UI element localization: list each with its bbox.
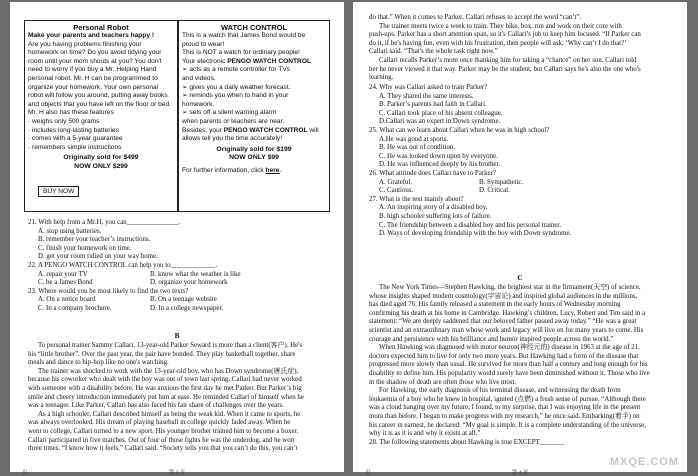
ad2-price-now: NOW ONLY $99 — [229, 154, 279, 162]
ad2-here-link[interactable]: here — [265, 166, 280, 174]
ad2-feature-item: homework. — [182, 100, 215, 108]
passage-b-continued — [369, 14, 681, 83]
ad2-feature-item: and videos. — [182, 74, 216, 82]
option-row — [369, 204, 681, 213]
ad1-line: homework on time? Do you avoid tidying your — [28, 49, 162, 57]
ad1-line: · includes long-lasting batteries — [28, 126, 119, 134]
option-text: D. He was influenced deeply by his brother. — [379, 161, 501, 169]
option-row — [369, 153, 681, 162]
option-row — [369, 179, 681, 188]
passage-line: was a teenager. Like Parker, Callari has also faced his fair share of challenges over the years. — [28, 402, 284, 410]
passage-line: Callari said. “That's the whole task right now.” — [369, 48, 498, 56]
ad2-brand-2: PENGO WATCH CONTROL — [223, 126, 308, 134]
option-text: D. get your room tidied on your way home. — [38, 253, 158, 261]
question-stem: 27. What is the text mainly about? — [369, 195, 464, 203]
right-questions — [369, 84, 681, 239]
ad2-intro-line: This is NOT a watch for ordinary people! — [182, 49, 300, 57]
footer-left-pagenum: 第 3 页 — [168, 470, 186, 476]
option-text: A. On a notice board — [38, 296, 96, 304]
passage-line: three times. “I know how it feels,” Callari said. “Society tells you that you can’t do this, you can’t — [28, 445, 298, 453]
ad2-feature-item: ➢ reminds you when to hand in your — [182, 92, 289, 100]
passage-line: went to college, Callari turned to a new sport. His younger brother trained him to become a boxer. — [28, 427, 299, 435]
passage-line: To personal trainer Sammy Callari, 13-year-old Parker Seward is more than a client(客户). He's — [38, 342, 303, 349]
ad2-besides-line — [182, 127, 326, 144]
option-text: C. be a James Bond — [38, 279, 93, 287]
passage-line: The trainer meets twice a week to train. They bike, box, run and work on their core with — [379, 22, 622, 30]
question-stem: 26. What attitude does Callari have to Parker? — [369, 169, 496, 177]
option-text: C. He was looked down upon by everyone. — [379, 152, 498, 160]
option-text: D. organize your homework — [150, 279, 228, 287]
ad2-price-original: Originally sold for $199 — [216, 145, 292, 153]
option-row — [28, 305, 338, 314]
passage-line: As a high schooler, Callari described himself as being the weak kid. When it came to sports, he — [38, 410, 301, 418]
ad1-title: Personal Robot — [73, 23, 129, 32]
section-b-heading: B — [174, 332, 180, 340]
passage-line: statement: “We are deeply saddened that our beloved father passed away today.” “He was a great — [369, 318, 637, 326]
passage-line: Callari recalls Parker’s mom once thanking him for taking a “chance” on her son. Callari told — [379, 56, 637, 64]
option-row — [369, 118, 681, 127]
option-text: B. On a teenage website — [150, 296, 217, 304]
option-row — [369, 230, 681, 239]
passage-line: For Hawking, the early diagnosis of his terminal disease, and witnessing the death from — [379, 387, 621, 395]
passage-line: learning. — [369, 74, 394, 82]
ad2-feature-item: ➢ sets off a silent warning alarm — [182, 109, 277, 117]
footer-left-mark: 页 — [22, 470, 28, 476]
passage-line: progressed more slowly than usual. He survived for more than half a century and long enough for his — [369, 361, 648, 369]
question-stem: 24. Why was Callari asked to train Parker? — [369, 84, 488, 91]
passage-line: in the shadow of death are often those who live most. — [369, 378, 517, 386]
option-row — [28, 296, 338, 305]
option-row — [369, 93, 681, 102]
option-row — [28, 228, 338, 237]
ad1-price-original: Originally sold for $499 — [63, 154, 139, 162]
option-text: A.He was good at sports. — [379, 135, 449, 143]
passage-line: with someone with a disability before. He was anxious the first day he met Parker. But Parker’s big — [28, 384, 302, 392]
ad-personal-robot — [24, 20, 178, 212]
ad2-brand-prefix: Your electronic — [182, 57, 228, 65]
passage-line: meals and dance to hip-hop like no one's watching. — [28, 359, 169, 367]
passage-line: more than before. I began to make progress with my research,” he once said. Embarking(着手) on — [369, 412, 640, 420]
option-row — [369, 161, 681, 170]
passage-line: why it is as it is and why it exists at all.” — [369, 430, 481, 438]
passage-line: disability to define him. His popularity would surely have been diminished without it. Those who live — [369, 369, 650, 377]
option-text: A. Grateful. — [379, 178, 413, 186]
page-right — [353, 2, 687, 476]
option-text: D.Callari was an expert in Down syndrome. — [379, 118, 501, 126]
passage-line: has died aged 76. His family released a statement in the early hours of Wednesday morning — [369, 301, 621, 309]
passage-line: courage and persistence with his brilliance and humor inspired people across the world.” — [369, 335, 614, 343]
passage-line: smile and cheery introduction immediately put him at ease. He reminded Callari of himself when he — [28, 393, 304, 401]
ad2-more-suffix: . — [279, 166, 282, 174]
option-text: D. Ways of developing friendship with the boy with Down syndrome. — [379, 230, 572, 238]
option-text: C. finish your homework on time. — [38, 244, 132, 252]
ad1-headline: Make your parents and teachers happy ! — [28, 32, 155, 39]
passage-line: do that.” When it comes to Parker, Callari refuses to accept the word “can’t”. — [369, 14, 582, 21]
ad1-line: need to worry if you buy a Mr. Helping Hand — [28, 66, 157, 74]
ad1-line: room until your mom shouts at you? You don't — [28, 57, 162, 65]
passage-line: doctors expected him to live for only two more years. But Hawking had a form of the disease that — [369, 352, 639, 360]
option-row — [369, 213, 681, 222]
option-text: C. The friendship between a disabled boy and his personal trainer. — [379, 221, 562, 229]
question-28: 28. The following statements about Hawking is true EXCEPT_______ — [369, 439, 564, 446]
option-text: C. Callari took place of his absent colleague. — [379, 109, 503, 117]
option-row — [369, 136, 681, 145]
option-text: C. Cautious. — [379, 187, 414, 195]
ad2-more-line — [182, 167, 326, 176]
ad2-besides-suffix: will allows tell you the time accurately! — [182, 126, 319, 143]
ad1-line: personal robot. Mr. H can be programmed to — [28, 74, 158, 82]
passage-line: push-ups. Parker has a short attention span, so it's Callari’s job to keep him focused. “If Parker can — [369, 31, 641, 39]
passage-line: was a cloud hanging over my future, I found, to my surprise, that I was enjoying life in the present — [369, 404, 641, 412]
option-text: B. high schooler suffering lots of failure. — [379, 212, 492, 220]
ad2-features — [182, 66, 326, 126]
ad2-feature-item: when parents or teachers are near. — [182, 117, 285, 125]
passage-line: scientist and an extraordinary man whose work and legacy will live on for many years to come. His — [369, 326, 644, 334]
option-row — [28, 236, 338, 245]
footer-right-mark: 页 — [365, 470, 371, 476]
ad2-more-prefix: For further information, click — [182, 166, 266, 174]
option-text: D. In a college newspaper. — [150, 304, 224, 312]
option-text: B. Parker’s parents had faith in Callari. — [379, 101, 487, 109]
passage-line: confirming his death at his home in Cambridge. Hawking’s children, Lucy, Robert and Tim said in a — [369, 309, 646, 317]
passage-line: The New York Times—Stephen Hawking, the brightest star in the firmament(天空) of science, — [379, 284, 641, 291]
option-row — [369, 187, 681, 196]
question-stem: 22. A PENGO WATCH CONTROL can help you to_____________. — [28, 261, 218, 269]
option-row — [28, 279, 338, 288]
option-text: A. stop using batteries. — [38, 227, 102, 235]
ad2-feature-item: ➢ gives you a daily weather forecast. — [182, 83, 291, 91]
option-row — [369, 144, 681, 153]
question-stem: 21. With help from a Mr.H, you can_______________. — [28, 219, 181, 226]
ad1-line: organize your homework. Your own personal — [28, 83, 159, 91]
ad1-line: Are you having problems finishing your — [28, 40, 142, 48]
option-text: A. An inspiring story of a disabled boy. — [379, 204, 488, 212]
option-text: B. remember your teacher’s instructions. — [38, 236, 151, 244]
passage-line: his “little brother”. Over the past year, the pair have bonded. They play basketball together, share — [28, 350, 296, 358]
footer-right-pagenum: 第 4 页 — [511, 470, 529, 476]
question-stem: 25. What can we learn about Callari when he was in high school? — [369, 126, 550, 134]
passage-line: do it, if he's having fun, even with his frustration, then people will ask, ‘Why can’t I do that?’ — [369, 39, 627, 47]
option-row — [369, 110, 681, 119]
passage-c — [369, 284, 681, 439]
ad1-line: Mr. H also has these features — [28, 109, 114, 117]
ad2-intro — [182, 32, 326, 58]
option-row — [28, 253, 338, 262]
option-text: A. repair your TV — [38, 270, 88, 278]
passage-b — [28, 342, 336, 454]
section-c-heading: C — [517, 274, 523, 282]
option-text: B. Sympathetic. — [479, 178, 524, 186]
option-text: C. In a company brochure. — [38, 304, 112, 312]
passage-line: When Hawking was diagnosed with motor neuron(神经元的) disease in 1963 at the age of 21, — [379, 344, 640, 352]
ad2-brand: PENGO WATCH CONTROL — [227, 57, 311, 65]
ad2-besides-prefix: Besides, your — [182, 126, 224, 134]
passage-line: her he never viewed it that way. Parker may be the student, but Callari says he's also the one who's — [369, 65, 641, 73]
ad1-price-now: NOW ONLY $299 — [74, 162, 128, 170]
option-text: D. Critical. — [479, 187, 510, 195]
option-text: B. He was out of condition. — [379, 144, 455, 152]
option-text: B. know what the weather is like — [150, 270, 241, 278]
question-stem: 23. Where would you be most likely to find the two texts? — [28, 287, 189, 295]
ad-watch-control — [178, 20, 330, 212]
option-row — [369, 222, 681, 231]
option-text: A. They shared the same interests. — [379, 92, 474, 100]
ad1-line: · weighs only 500 grams — [28, 117, 100, 125]
option-row — [369, 101, 681, 110]
option-row — [28, 271, 338, 280]
passage-line: The trainer was shocked to work with the 13-year-old boy, who has Down syndrome(唐氏症), — [38, 367, 299, 375]
passage-line: Callari participated in five matches. Out of four of those fights he was the underdog, and he won — [28, 436, 295, 444]
passage-line: was always overlooked. His dream of playing baseball in college quickly faded away. When he — [28, 419, 291, 427]
ad1-body — [28, 41, 174, 153]
passage-line: leukaemia of a boy who he knew in hospital, ignited (点燃) a fresh sense of pursue. “Although there — [369, 395, 646, 403]
ad1-line: and objects that you have left on the floor or bed. — [28, 100, 171, 108]
ad2-intro-line: This is a watch that James Bond would be — [182, 32, 306, 39]
passage-line: whose insights shaped modern cosmology(宇宙论) and inspired global audiences in the millions, — [369, 292, 638, 300]
ad1-line: robot will follow you around, putting away books — [28, 92, 168, 100]
watermark-logo: MXQE.COM — [609, 456, 679, 468]
ad2-feature-item: ➢ acts as a remote controller for TVs — [182, 66, 291, 74]
ad2-intro-line: proud to wear! — [182, 40, 225, 48]
ad2-title: WATCH CONTROL — [220, 23, 288, 32]
buy-now-button[interactable]: BUY NOW — [38, 186, 79, 197]
ad1-line: · remembers simple instructions — [28, 143, 122, 151]
passage-line: his career in earnest, he declared: “My goal is simple. It is a complete understanding of the universe, — [369, 421, 647, 429]
passage-line: because his coworker who dealt with the boy was out of town last spring. Callari had never worked — [28, 376, 302, 384]
left-questions — [28, 219, 338, 314]
option-row — [28, 245, 338, 254]
page-left — [10, 2, 344, 476]
ad1-line: · comes with a 5-year guarantee — [28, 135, 123, 143]
ad2-brand-line — [182, 58, 326, 67]
